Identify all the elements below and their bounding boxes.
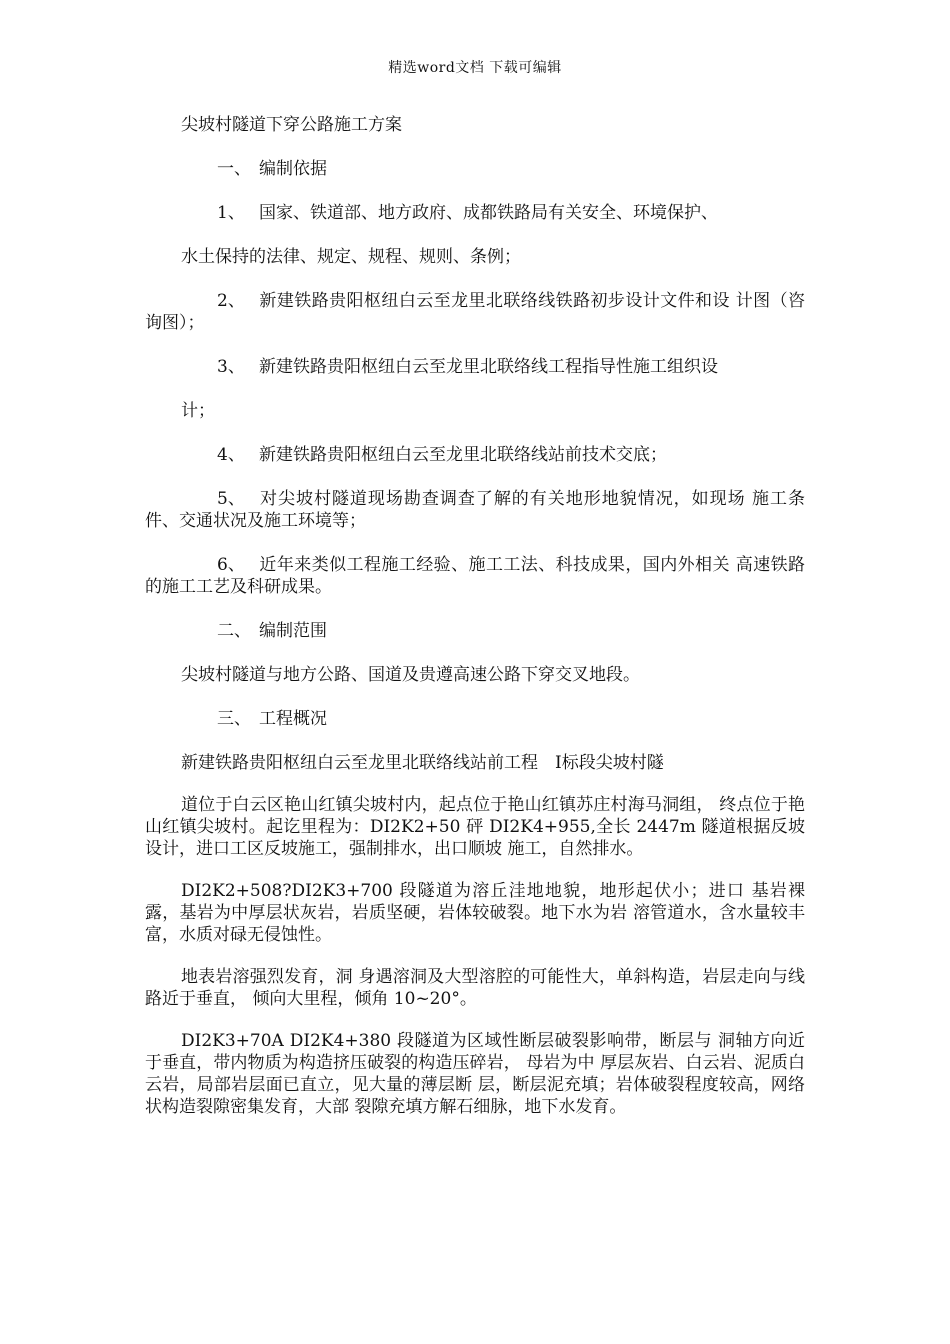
list-item-3	[145, 356, 805, 378]
list-item-4	[145, 444, 805, 466]
section-heading-overview	[145, 708, 805, 730]
section-title: 编制依据	[259, 159, 327, 179]
overview-paragraph-4: DI2K3+70A DI2K4+380 段隧道为区域性断层破裂影响带，断层与 洞轴方向近于垂直，带内物质为构造挤压破裂的构造压碎岩， 母岩为中 厚层灰岩、白云岩、泥质白云岩，局部岩层面已直立，见大量的薄层断 层，断层泥充填；岩体破裂程度较高，网络状构造裂隙密集发育，大部 裂隙充填方解石细脉，地下水发育。	[145, 1031, 805, 1117]
item-text: 新建铁路贵阳枢纽白云至龙里北联络线铁路初步设计文件和设 计图（咨询图）；	[145, 291, 805, 333]
item-number: 5、	[217, 489, 245, 509]
item-text: 新建铁路贵阳枢纽白云至龙里北联络线站前技术交底；	[259, 445, 667, 465]
list-item-1-continuation: 水土保持的法律、规定、规程、规则、条例；	[181, 247, 521, 267]
overview-line: 新建铁路贵阳枢纽白云至龙里北联络线站前工程 I标段尖坡村隧	[181, 753, 664, 773]
item-number: 2、	[217, 291, 245, 311]
item-text: 国家、铁道部、地方政府、成都铁路局有关安全、环境保护、	[259, 203, 718, 223]
scope-paragraph: 尖坡村隧道与地方公路、国道及贵遵高速公路下穿交叉地段。	[181, 665, 640, 685]
item-text: 新建铁路贵阳枢纽白云至龙里北联络线工程指导性施工组织设	[259, 357, 718, 377]
overview-paragraph-1: 道位于白云区艳山红镇尖坡村内，起点位于艳山红镇苏庄村海马洞组， 终点位于艳山红镇尖坡村。起讫里程为：DI2K2+50 砰 DI2K4+955,全长 2447m 隧道根据反坡设计，进口工区反坡施工，强制排水，出口顺坡 施工，自然排水。	[145, 795, 805, 859]
document-title: 尖坡村隧道下穿公路施工方案	[181, 115, 402, 135]
item-text: 近年来类似工程施工经验、施工工法、科技成果，国内外相关 高速铁路的施工工艺及科研成果。	[145, 555, 805, 597]
section-heading-basis	[145, 158, 805, 180]
section-number: 二、	[217, 621, 251, 641]
section-title: 编制范围	[259, 621, 327, 641]
item-text: 对尖坡村隧道现场勘查调查了解的有关地形地貌情况，如现场 施工条件、交通状况及施工环境等；	[145, 489, 805, 531]
overview-paragraph-3: 地表岩溶强烈发育，洞 身遇溶洞及大型溶腔的可能性大，单斜构造，岩层走向与线路近于垂直， 倾向大里程，倾角 10~20°。	[145, 967, 805, 1009]
item-number: 1、	[217, 203, 245, 223]
document-body	[145, 114, 805, 1118]
section-title: 工程概况	[259, 709, 327, 729]
section-number: 一、	[217, 159, 251, 179]
overview-paragraph-2: DI2K2+508?DI2K3+700 段隧道为溶丘洼地地貌，地形起伏小；进口 基岩裸露，基岩为中厚层状灰岩，岩质坚硬，岩体较破裂。地下水为岩 溶管道水，含水量较丰富，水质对碌无侵蚀性。	[145, 881, 805, 945]
page-header: 精选word文档 下载可编辑	[388, 60, 562, 76]
list-item-1	[145, 202, 805, 224]
list-item-6	[145, 554, 805, 598]
item-number: 3、	[217, 357, 245, 377]
list-item-5	[145, 488, 805, 532]
list-item-2	[145, 290, 805, 334]
item-number: 4、	[217, 445, 245, 465]
section-heading-scope	[145, 620, 805, 642]
item-number: 6、	[217, 555, 245, 575]
section-number: 三、	[217, 709, 251, 729]
list-item-3-continuation: 计；	[181, 401, 215, 421]
